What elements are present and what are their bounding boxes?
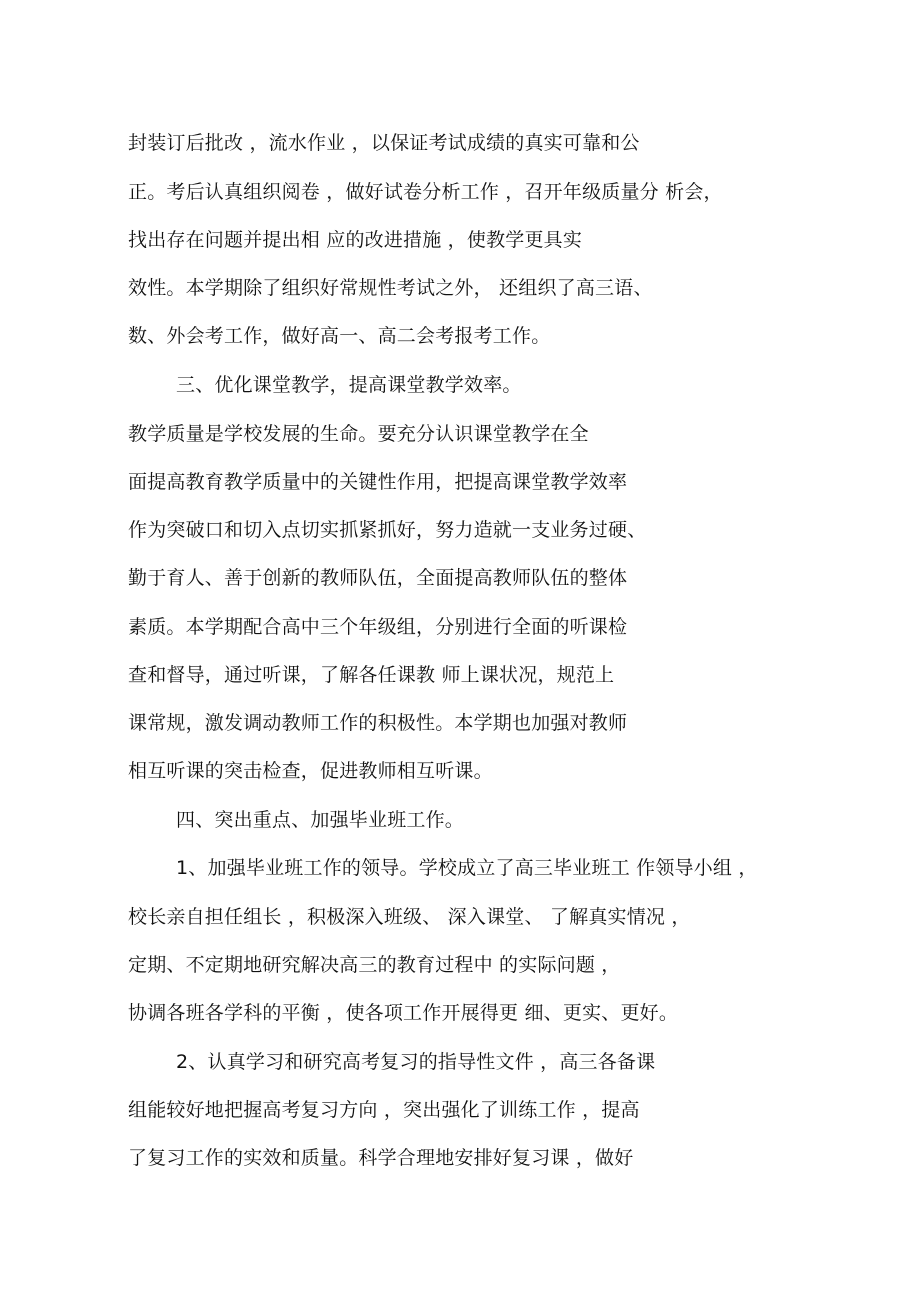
paragraph-line: 2、认真学习和研究高考复习的指导性文件 ，高三各备课 (176, 1051, 656, 1073)
section-heading: 四、突出重点、加强毕业班工作。 (176, 809, 465, 831)
paragraph-line: 课常规，激发调动教师工作的积极性。本学期也加强对教师 (128, 712, 628, 734)
paragraph-line: 数、外会考工作，做好高一、高二会考报考工作。 (128, 325, 551, 347)
paragraph-line: 素质。本学期配合高中三个年级组，分别进行全面的听课检 (128, 616, 628, 638)
section-heading: 三、优化课堂教学，提高课堂教学效率。 (176, 374, 522, 396)
paragraph-line: 协调各班各学科的平衡 ，使各项工作开展得更 细、更实、更好。 (128, 1002, 679, 1024)
paragraph-line: 1、加强毕业班工作的领导。学校成立了高三毕业班工 作领导小组 ， (176, 857, 758, 879)
paragraph-line: 效性。本学期除了组织好常规性考试之外， 还组织了高三语、 (128, 277, 653, 299)
paragraph-line: 找出存在问题并提出相 应的改进措施 ，使教学更具实 (128, 229, 583, 251)
paragraph-line: 作为突破口和切入点切实抓紧抓好，努力造就一支业务过硬、 (128, 519, 647, 541)
paragraph-line: 校长亲自担任组长 ，积极深入班级、 深入课堂、 了解真实情况 ， (128, 906, 691, 928)
paragraph-line: 勤于育人、善于创新的教师队伍，全面提高教师队伍的整体 (128, 567, 628, 589)
paragraph-line: 面提高教育教学质量中的关键性作用，把提高课堂教学效率 (128, 471, 628, 493)
paragraph-line: 组能较好地把握高考复习方向 ，突出强化了训练工作 ，提高 (128, 1099, 640, 1121)
paragraph-line: 相互听课的突击检查，促进教师相互听课。 (128, 760, 493, 782)
paragraph-line: 定期、不定期地研究解决高三的教育过程中 的实际问题 ， (128, 954, 621, 976)
paragraph-line: 正。考后认真组织阅卷 ，做好试卷分析工作 ，召开年级质量分 析会， (128, 181, 723, 203)
paragraph-line: 教学质量是学校发展的生命。要充分认识课堂教学在全 (128, 423, 589, 445)
paragraph-line: 封装订后批改 ，流水作业 ，以保证考试成绩的真实可靠和公 (128, 132, 640, 154)
paragraph-line: 了复习工作的实效和质量。科学合理地安排好复习课 ，做好 (128, 1147, 634, 1169)
paragraph-line: 查和督导，通过听课，了解各任课教 师上课状况，规范上 (128, 664, 615, 686)
